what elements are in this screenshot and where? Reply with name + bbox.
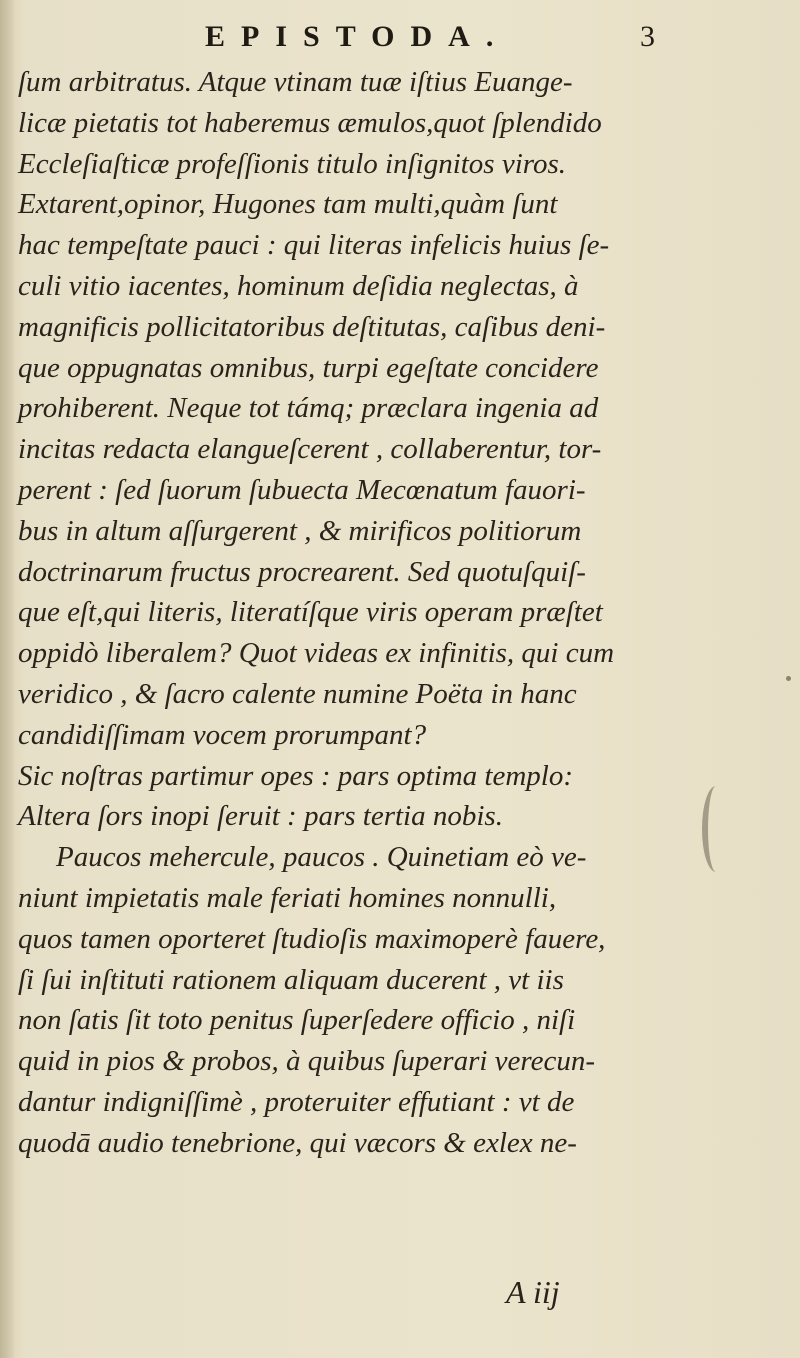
- signature-mark: A iij: [506, 1274, 560, 1310]
- text-line: candidiſſimam vocem prorumpant?: [18, 718, 427, 751]
- page-gutter: [0, 0, 14, 1358]
- text-line: culi vitio iacentes, hominum deſidia neglectas, à: [18, 269, 579, 302]
- text-line: Extarent,opinor, Hugones tam multi,quàm ſunt: [18, 188, 558, 221]
- paper-spot: [786, 676, 791, 681]
- running-head: EPISTODA.: [205, 20, 510, 53]
- text-line: ſum arbitratus. Atque vtinam tuæ iſtius Euange-: [18, 66, 573, 98]
- text-line: oppidò liberalem? Quot videas ex infinitis, qui cum: [18, 637, 615, 670]
- text-line: perent : ſed ſuorum ſubuecta Mecœnatum fauori-: [18, 473, 586, 506]
- page-header: [0, 20, 800, 64]
- body-text: [18, 62, 788, 1164]
- page-number: 3: [640, 20, 655, 53]
- text-line: quodā audio tenebrione, qui væcors & exlex ne-: [18, 1126, 577, 1159]
- text-line: que oppugnatas omnibus, turpi egeſtate concidere: [18, 351, 599, 384]
- text-line: quos tamen oporteret ſtudioſis maximoperè fauere,: [18, 922, 606, 955]
- text-line: licæ pietatis tot haberemus æmulos,quot ſplendido: [18, 106, 602, 139]
- text-line: prohiberent. Neque tot támq; præclara ingenia ad: [18, 392, 599, 425]
- text-line: niunt impietatis male feriati homines nonnulli,: [18, 881, 557, 914]
- text-line: que eſt,qui literis, literatíſque viris operam præſtet: [18, 596, 603, 629]
- paragraph-start-line: Paucos mehercule, paucos . Quinetiam eò ve-: [56, 841, 587, 874]
- text-line: non ſatis ſit toto penitus ſuperſedere officio , niſi: [18, 1004, 576, 1037]
- verse-line: Altera ſors inopi ſeruit : pars tertia nobis.: [18, 800, 503, 833]
- text-line: ſi ſui inſtituti rationem aliquam ducerent , vt iis: [18, 963, 564, 996]
- ink-stain: [702, 786, 730, 872]
- text-line: incitas redacta elangueſcerent , collaberentur, tor-: [18, 433, 602, 466]
- text-line: Eccleſiaſticæ profeſſionis titulo inſignitos viros.: [18, 147, 567, 180]
- text-line: veridico , & ſacro calente numine Poëta in hanc: [18, 677, 577, 710]
- text-line: dantur indigniſſimè , proteruiter effutiant : vt de: [18, 1085, 575, 1118]
- verse-line: Sic noſtras partimur opes : pars optima templo:: [18, 759, 574, 792]
- text-line: magnificis pollicitatoribus deſtitutas, caſibus deni-: [18, 310, 606, 343]
- text-line: quid in pios & probos, à quibus ſuperari verecun-: [18, 1045, 596, 1078]
- text-line: doctrinarum fructus procrearent. Sed quotuſquiſ-: [18, 555, 586, 588]
- text-line: hac tempeſtate pauci : qui literas infelicis huius ſe-: [18, 229, 610, 262]
- text-line: bus in altum aſſurgerent , & mirificos politiorum: [18, 514, 582, 547]
